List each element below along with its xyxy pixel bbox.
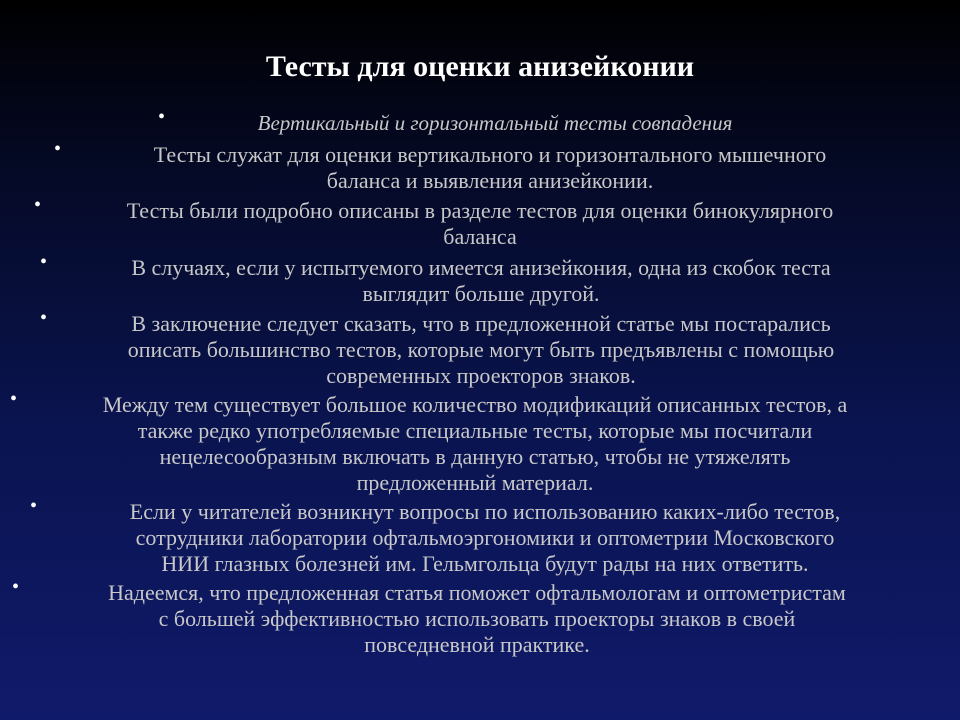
bullet-marker: • (30, 495, 38, 517)
bullet-text: Тесты были подробно описаны в разделе тестов для оценки бинокулярного (126, 198, 834, 223)
bullet-text: современных проекторов знаков. (326, 363, 636, 388)
bullet-item-1 (150, 106, 840, 136)
bullet-text: с большей эффективностью использовать проекторы знаков в своей (158, 606, 796, 631)
bullet-text: НИИ глазных болезней им. Гельмгольца будут рады на них ответить. (161, 551, 809, 576)
bullet-text: В заключение следует сказать, что в предложенной статье мы постарались (131, 311, 831, 336)
bullet-text: выглядит больше другой. (362, 281, 600, 306)
bullet-marker: • (158, 106, 166, 128)
bullet-marker: • (34, 194, 42, 216)
bullet-text: нецелесообразным включать в данную статью, чтобы не утяжелять (159, 444, 791, 469)
bullet-text: Если у читателей возникнут вопросы по использованию каких-либо тестов, (129, 499, 841, 524)
bullet-text: описать большинство тестов, которые могут быть предъявлены с помощью (127, 337, 835, 362)
bullet-text: также редко употребляемые специальные тесты, которые мы посчитали (137, 418, 813, 443)
bullet-text: баланса и выявления анизейконии. (326, 168, 654, 193)
bullet-marker: • (40, 307, 48, 329)
bullet-text: предложенный материал. (356, 470, 594, 495)
bullet-item-2 (50, 138, 930, 194)
bullet-item-4 (36, 251, 926, 307)
bullet-item-3 (30, 194, 930, 250)
bullet-text: повседневной практике. (364, 632, 590, 657)
bullet-marker: • (54, 138, 62, 160)
bullet-text: Тесты служат для оценки вертикального и горизонтального мышечного (153, 142, 827, 167)
bullet-item-7 (30, 495, 940, 577)
bullet-text: Между тем существует большое количество модификаций описанных тестов, а (102, 392, 848, 417)
bullet-text: В случаях, если у испытуемого имеется анизейкония, одна из скобок теста (131, 255, 831, 280)
bullet-item-5 (36, 307, 926, 389)
bullet-item-8 (12, 576, 942, 658)
bullet-text: сотрудники лаборатории офтальмоэргономики и оптометрии Московского (135, 525, 835, 550)
bullet-marker: • (12, 576, 20, 598)
slide-title: Тесты для оценки анизейконии (265, 50, 695, 83)
bullet-text: Надеемся, что предложенная статья поможет офтальмологам и оптометристам (108, 580, 846, 605)
bullet-item-6 (10, 388, 940, 496)
bullet-marker: • (10, 388, 18, 410)
bullet-text: Вертикальный и горизонтальный тесты совпадения (257, 111, 733, 135)
bullet-text: баланса (443, 224, 517, 249)
bullet-marker: • (40, 251, 48, 273)
